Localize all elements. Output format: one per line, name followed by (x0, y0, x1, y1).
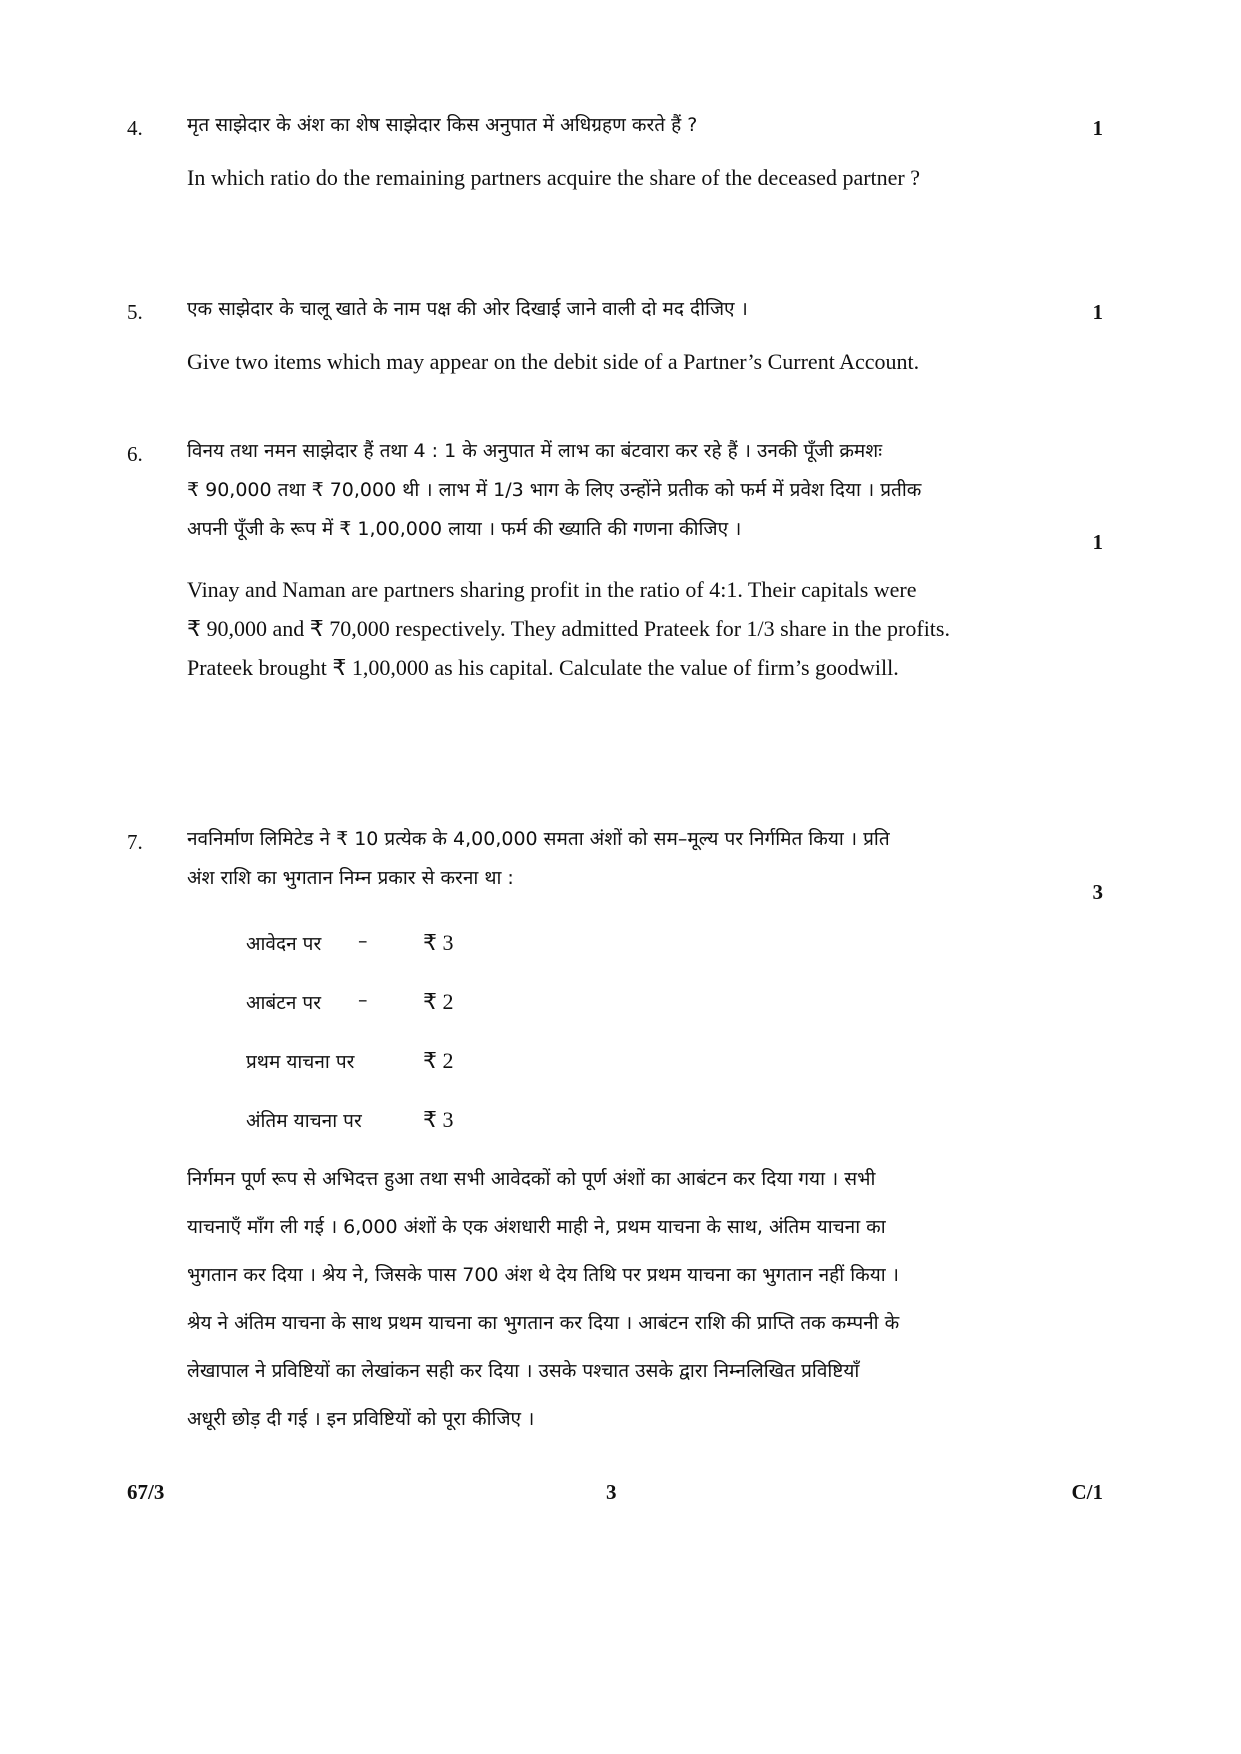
q7-body-line: अधूरी छोड़ दी गई । इन प्रविष्टियों को पूरा कीजिए । (187, 1408, 535, 1430)
schedule-dash: – (358, 989, 368, 1011)
schedule-row (246, 989, 646, 1048)
q6-hindi-line: विनय तथा नमन साझेदार हैं तथा 4 : 1 के अनुपात में लाभ का बंटवारा कर रहे हैं । उनकी पूँजी क्रमशः (187, 440, 883, 462)
q4-hindi-text: मृत साझेदार के अंश का शेष साझेदार किस अनुपात में अधिग्रहण करते हैं ? (187, 114, 698, 136)
schedule-label: आवेदन पर (246, 933, 322, 955)
q5-english-line: Give two items which may appear on the debit side of a Partner’s Current Account. (187, 349, 920, 374)
schedule-label: आबंटन पर (246, 992, 321, 1014)
page-number: 3 (606, 1480, 617, 1504)
schedule-label: अंतिम याचना पर (246, 1110, 362, 1132)
q5-english-text (187, 342, 1062, 381)
schedule-label: प्रथम याचना पर (246, 1051, 355, 1073)
q5-hindi-text: एक साझेदार के चालू खाते के नाम पक्ष की ओर दिखाई जाने वाली दो मद दीजिए । (187, 298, 748, 320)
q7-body-line: याचनाएँ माँग ली गई । 6,000 अंशों के एक अंशधारी माही ने, प्रथम याचना के साथ, अंतिम याचना का (187, 1216, 886, 1238)
schedule-amount: ₹ 3 (423, 930, 454, 955)
q6-english-line: Prateek brought ₹ 1,00,000 as his capital. Calculate the value of firm’s goodwill. (187, 655, 899, 680)
schedule-row (246, 1048, 646, 1107)
q6-english-line: Vinay and Naman are partners sharing profit in the ratio of 4:1. Their capitals were (187, 577, 917, 602)
schedule-amount: ₹ 2 (423, 989, 454, 1014)
q7-body-line: लेखापाल ने प्रविष्टियों का लेखांकन सही कर दिया । उसके पश्चात उसके द्वारा निम्नलिखित प्रविष्टियाँ (187, 1360, 860, 1382)
q6-english-text (187, 570, 1062, 687)
q4-marks: 1 (1092, 116, 1103, 140)
q7-hindi-intro (187, 820, 1062, 898)
q4-english-line: In which ratio do the remaining partners acquire the share of the deceased partner ? (187, 165, 921, 190)
q4-number: 4. (127, 116, 143, 140)
q6-number: 6. (127, 442, 143, 466)
q7-number: 7. (127, 830, 143, 854)
q6-hindi-text (187, 432, 1062, 549)
q6-marks: 1 (1092, 530, 1103, 554)
schedule-amount: ₹ 2 (423, 1048, 454, 1073)
q7-intro-line: अंश राशि का भुगतान निम्न प्रकार से करना था : (187, 867, 514, 889)
q7-body-line: श्रेय ने अंतिम याचना के साथ प्रथम याचना का भुगतान कर दिया । आबंटन राशि की प्राप्ति तक कम्पनी के (187, 1312, 900, 1334)
schedule-amount: ₹ 3 (423, 1107, 454, 1132)
q6-hindi-line: अपनी पूँजी के रूप में ₹ 1,00,000 लाया । फर्म की ख्याति की गणना कीजिए । (187, 518, 742, 540)
set-code: C/1 (1071, 1480, 1103, 1504)
q4-english-text (187, 158, 1062, 197)
q5-number: 5. (127, 300, 143, 324)
q5-marks: 1 (1092, 300, 1103, 324)
paper-code: 67/3 (127, 1480, 165, 1504)
q7-body-line: भुगतान कर दिया । श्रेय ने, जिसके पास 700 अंश थे देय तिथि पर प्रथम याचना का भुगतान नहीं किया । (187, 1264, 899, 1286)
q7-intro-line: नवनिर्माण लिमिटेड ने ₹ 10 प्रत्येक के 4,00,000 समता अंशों को सम–मूल्य पर निर्गमित किया । प्रति (187, 828, 890, 850)
q6-english-line: ₹ 90,000 and ₹ 70,000 respectively. They admitted Prateek for 1/3 share in the profits. (187, 616, 950, 641)
q7-marks: 3 (1092, 880, 1103, 904)
q7-hindi-body (187, 1155, 1062, 1443)
schedule-row (246, 930, 646, 989)
q7-body-line: निर्गमन पूर्ण रूप से अभिदत्त हुआ तथा सभी आवेदकों को पूर्ण अंशों का आबंटन कर दिया गया । सभी (187, 1168, 876, 1190)
q6-hindi-line: ₹ 90,000 तथा ₹ 70,000 थी । लाभ में 1/3 भाग के लिए उन्होंने प्रतीक को फर्म में प्रवेश दिया । प्रतीक (187, 479, 922, 501)
schedule-dash: – (358, 930, 368, 952)
call-schedule (246, 930, 646, 1166)
